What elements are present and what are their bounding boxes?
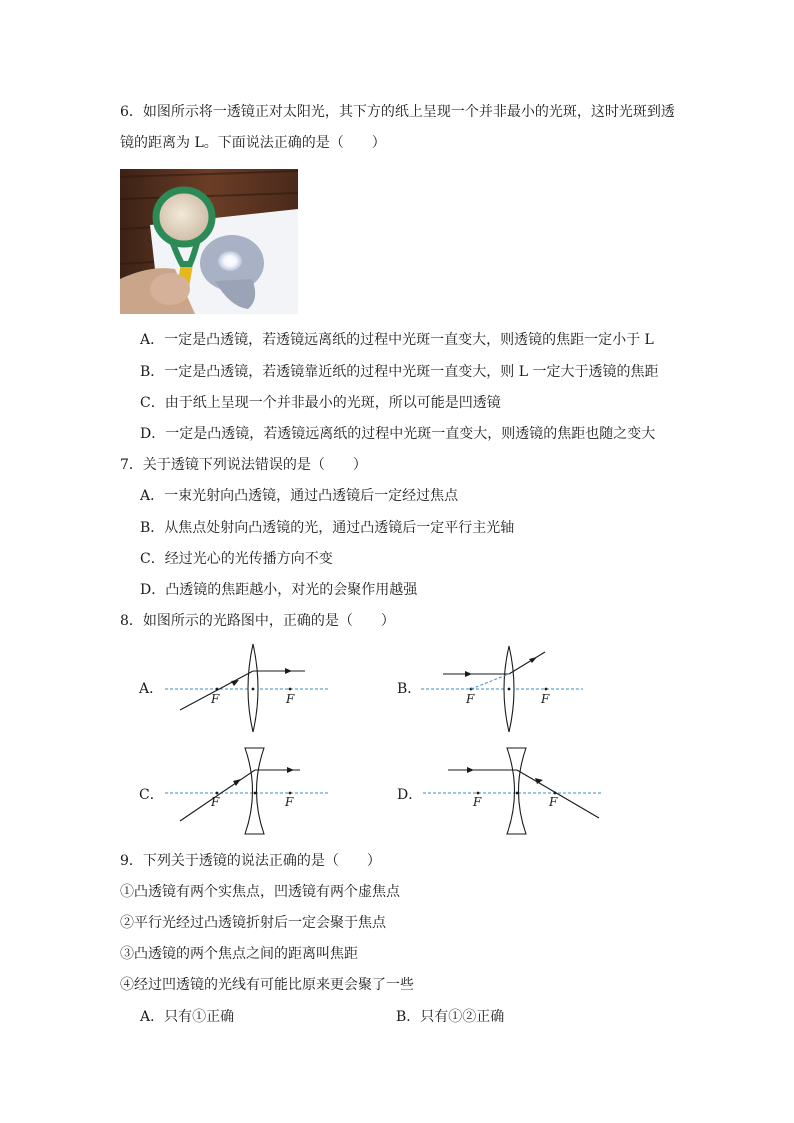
q9-option-a: A．只有①正确 — [140, 1009, 235, 1025]
diagram-b — [393, 640, 598, 735]
q7-stem: 7．关于透镜下列说法错误的是（ ） — [120, 457, 367, 473]
q9-statement-2: ②平行光经过凸透镜折射后一定会聚于焦点 — [120, 915, 386, 931]
diagram-b-focus-left: F — [466, 692, 475, 706]
q6-stem-line1: 6．如图所示将一透镜正对太阳光，其下方的纸上呈现一个并非最小的光斑，这时光斑到透 — [120, 104, 675, 120]
q6-stem-line2: 镜的距离为 L。下面说法正确的是（ ） — [120, 135, 386, 151]
diagram-c-focus-left: F — [211, 795, 220, 809]
q9-statement-3: ③凸透镜的两个焦点之间的距离叫焦距 — [120, 946, 358, 962]
diagram-b-focus-right: F — [541, 692, 550, 706]
q7-option-a: A．一束光射向凸透镜，通过凸透镜后一定经过焦点 — [140, 488, 459, 504]
magnifier-photo — [120, 169, 298, 314]
q6-option-d: D．一定是凸透镜，若透镜远离纸的过程中光斑一直变大，则透镜的焦距也随之变大 — [140, 426, 656, 442]
diagram-c-incident-ray — [180, 770, 255, 821]
diagram-a — [135, 640, 340, 735]
q8-stem: 8．如图所示的光路图中，正确的是（ ） — [120, 613, 395, 629]
q9-stem: 9．下列关于透镜的说法正确的是（ ） — [120, 853, 381, 869]
diagram-b-refracted-ray — [509, 652, 545, 674]
diagram-c-label: C． — [139, 787, 164, 803]
diagram-d-focus-right: F — [549, 795, 558, 809]
diagram-c — [135, 743, 340, 838]
diagram-c-concave-lens — [245, 748, 264, 834]
diagram-d-concave-lens — [507, 748, 526, 834]
diagram-a-label: A． — [139, 681, 164, 697]
diagram-b-extension-line — [471, 674, 509, 689]
q9-statement-1: ①凸透镜有两个实焦点，凹透镜有两个虚焦点 — [120, 884, 400, 900]
q7-option-c: C．经过光心的光传播方向不变 — [140, 551, 333, 567]
diagram-c-focus-right: F — [285, 795, 294, 809]
q7-option-d: D．凸透镜的焦距越小，对光的会聚作用越强 — [140, 582, 418, 598]
q9-statement-4: ④经过凹透镜的光线有可能比原来更会聚了一些 — [120, 977, 414, 993]
q6-option-b: B．一定是凸透镜，若透镜靠近纸的过程中光斑一直变大，则 L 一定大于透镜的焦距 — [140, 364, 659, 380]
q7-option-b: B．从焦点处射向凸透镜的光，通过凸透镜后一定平行主光轴 — [140, 520, 515, 536]
diagram-d-label: D． — [397, 787, 423, 803]
diagram-d — [393, 743, 608, 838]
q6-option-a: A．一定是凸透镜，若透镜远离纸的过程中光斑一直变大，则透镜的焦距一定小于 L — [140, 332, 654, 348]
diagram-a-focus-left: F — [211, 692, 220, 706]
diagram-b-label: B． — [397, 681, 422, 697]
q6-option-c: C．由于纸上呈现一个并非最小的光斑，所以可能是凹透镜 — [140, 395, 501, 411]
diagram-d-refracted-ray — [517, 770, 599, 818]
q9-option-b: B．只有①②正确 — [396, 1009, 505, 1025]
diagram-a-focus-right: F — [286, 692, 295, 706]
diagram-d-focus-left: F — [473, 795, 482, 809]
